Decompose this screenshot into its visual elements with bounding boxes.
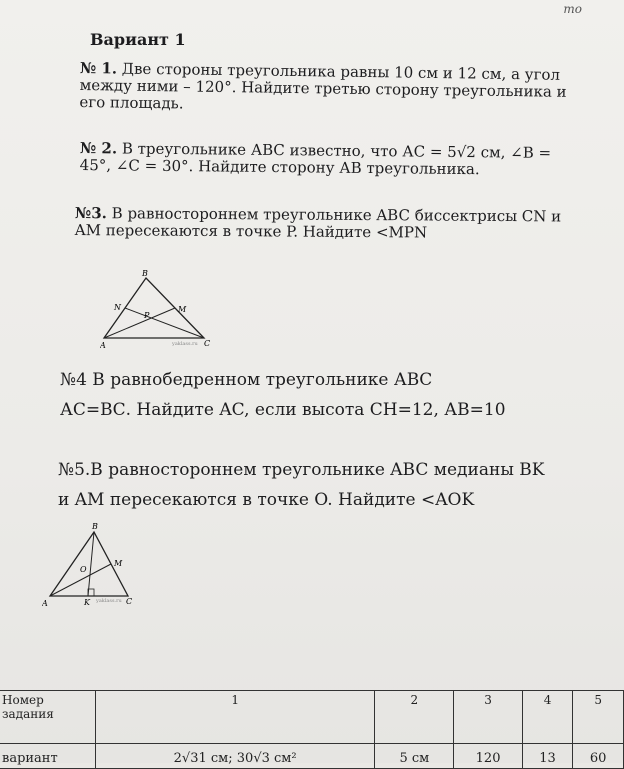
corner-mark: то [563,2,582,16]
watermark: yaklass.ru [96,598,122,604]
answer-4: 13 [522,744,573,769]
label-m: M [178,305,187,314]
task-5-triangle-figure [42,522,142,608]
answer-1: 2√31 см; 30√3 см² [96,744,375,769]
label-p: P [144,311,150,320]
task-number-5: 5 [573,691,624,744]
task-4 [60,365,580,425]
answer-5: 60 [573,744,624,769]
task-5-line-1: №5.В равностороннем треугольнике ABC медианы BK [58,460,545,480]
answer-table [0,690,624,769]
label-k: K [84,598,90,607]
answer-3: 120 [454,744,522,769]
task-1-text: Две стороны треугольника равны 10 см и 12 см, а угол между ними – 120°. Найдите третью сторону треугольника и его площадь. [79,59,567,113]
task-number-3: 3 [454,691,522,744]
label-o: O [80,565,87,574]
task-4-line-1: №4 В равнобедренном треугольнике АВС [60,370,433,390]
label-c: C [126,597,133,606]
task-2 [80,140,580,179]
task-3-triangle-figure [100,270,210,350]
row-label-task-number: Номер задания [0,691,96,744]
label-a: A [42,599,48,608]
task-4-line-2: АС=ВС. Найдите AC, если высота СН=12, АВ=10 [60,400,506,420]
answer-2: 5 см [375,744,454,769]
row-label-variant: вариант [0,744,96,769]
label-n: N [114,303,121,312]
page-title: Вариант 1 [90,30,186,49]
task-1 [79,60,580,118]
task-2-number: № 2. [79,139,118,158]
label-a: A [100,341,106,350]
task-3-number: №3. [74,204,107,223]
label-b: B [92,522,98,531]
task-5-line-2: и AM пересекаются в точке O. Найдите <AOK [58,490,475,510]
task-5 [58,455,598,515]
label-b: B [142,270,148,278]
median-bk [88,532,94,596]
watermark: yaklass.ru [172,341,198,347]
task-number-1: 1 [96,691,375,744]
task-number-4: 4 [522,691,573,744]
task-3 [75,205,575,242]
label-c: C [204,339,210,348]
label-m: M [114,559,123,568]
task-2-text: В треугольнике АВС известно, что АС = 5√2 см, ∠В = 45°, ∠С = 30°. Найдите сторону АВ треугольника. [79,139,552,179]
task-1-number: № 1. [79,59,118,78]
table-row-answers [0,744,624,769]
task-number-2: 2 [375,691,454,744]
task-3-text: В равностороннем треугольнике ABC биссектрисы CN и AM пересекаются в точке P. Найдите <MPN [74,204,562,242]
table-row-task-numbers [0,691,624,744]
